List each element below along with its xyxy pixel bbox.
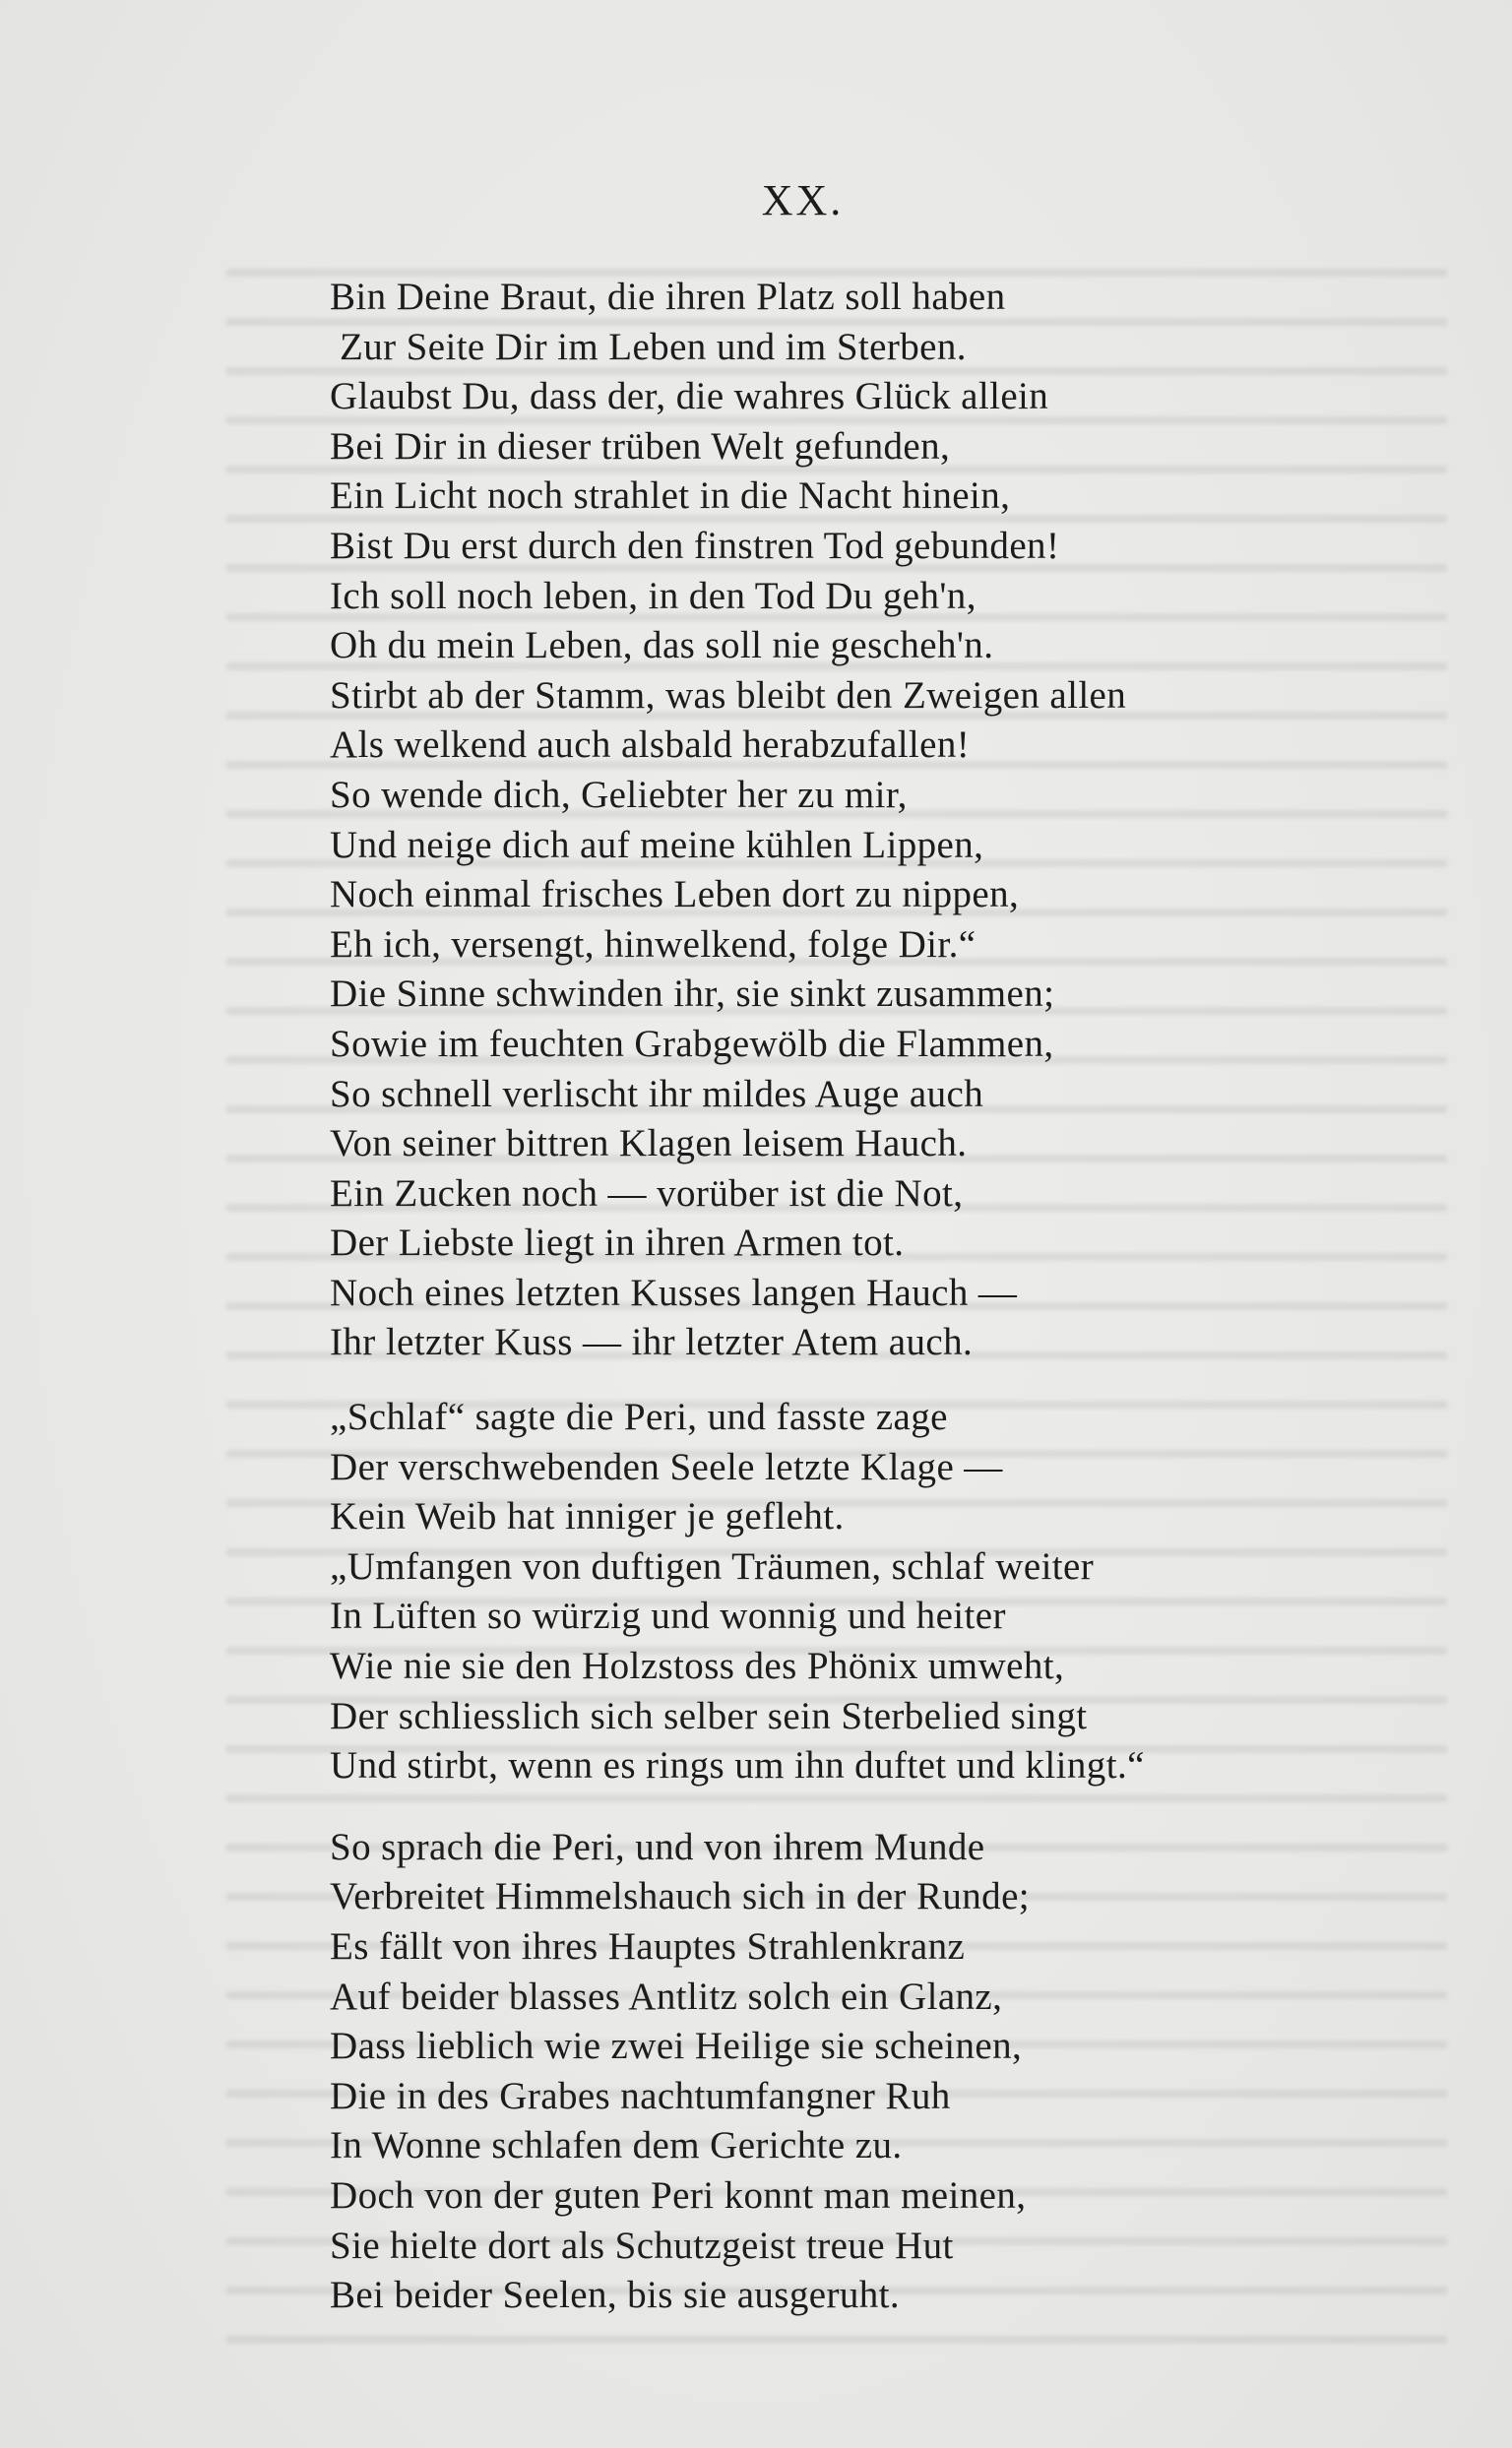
poem-line: Stirbt ab der Stamm, was bleibt den Zweigen allen bbox=[330, 673, 1127, 717]
poem-line: Die Sinne schwinden ihr, sie sinkt zusammen; bbox=[330, 973, 1055, 1016]
poem-line: Bei beider Seelen, bis sie ausgeruht. bbox=[330, 2274, 901, 2317]
poem-line: Doch von der guten Peri konnt man meinen, bbox=[330, 2173, 1027, 2217]
poem-line: Zur Seite Dir im Leben und im Sterben. bbox=[340, 325, 967, 368]
poem-line: Noch eines letzten Kusses langen Hauch — bbox=[330, 1271, 1018, 1314]
stanza-3 bbox=[330, 1823, 1413, 2321]
poem-line: Und stirbt, wenn es rings um ihn duftet und klingt.“ bbox=[330, 1744, 1145, 1788]
poem-line: Ich soll noch leben, in den Tod Du geh'n, bbox=[330, 574, 976, 617]
poem-line: „Umfangen von duftigen Träumen, schlaf weiter bbox=[330, 1544, 1095, 1588]
poem-body bbox=[330, 273, 1413, 2321]
poem-line: Es fällt von ihres Hauptes Strahlenkranz bbox=[330, 1925, 966, 1968]
poem-line: In Wonne schlafen dem Gerichte zu. bbox=[330, 2124, 903, 2167]
poem-line: Als welkend auch alsbald herabzufallen! bbox=[330, 723, 971, 767]
poem-line: Und neige dich auf meine kühlen Lippen, bbox=[330, 823, 984, 866]
poem-line: Glaubst Du, dass der, die wahres Glück allein bbox=[330, 375, 1049, 418]
poem-line: Der verschwebenden Seele letzte Klage — bbox=[330, 1445, 1003, 1488]
poem-line: So sprach die Peri, und von ihrem Munde bbox=[330, 1825, 985, 1868]
poem-line: Kein Weib hat inniger je gefleht. bbox=[330, 1495, 845, 1538]
poem-line: Ihr letzter Kuss — ihr letzter Atem auch. bbox=[330, 1321, 974, 1364]
poem-line: Die in des Grabes nachtumfangner Ruh bbox=[330, 2074, 951, 2117]
poem-line: Oh du mein Leben, das soll nie gescheh'n. bbox=[330, 624, 994, 667]
poem-line: Eh ich, versengt, hinwelkend, folge Dir.“ bbox=[330, 922, 976, 966]
chapter-heading: XX. bbox=[761, 176, 845, 224]
poem-line: Auf beider blasses Antlitz solch ein Glanz, bbox=[330, 1975, 1003, 2018]
poem-line: So wende dich, Geliebter her zu mir, bbox=[330, 773, 908, 816]
poem-line: Verbreitet Himmelshauch sich in der Runde; bbox=[330, 1875, 1031, 1918]
poem-line: Noch einmal frisches Leben dort zu nippen, bbox=[330, 873, 1020, 916]
poem-line: So schnell verlischt ihr mildes Auge auch bbox=[330, 1072, 984, 1115]
stanza-1 bbox=[330, 273, 1413, 1368]
poem-line: Wie nie sie den Holzstoss des Phönix umweht, bbox=[330, 1645, 1065, 1688]
poem-line: Bin Deine Braut, die ihren Platz soll haben bbox=[330, 276, 1006, 318]
poem-line: Ein Licht noch strahlet in die Nacht hinein, bbox=[330, 474, 1011, 518]
poem-line: Sie hielte dort als Schutzgeist treue Hut bbox=[330, 2224, 954, 2267]
poem-line: Bist Du erst durch den finstren Tod gebunden! bbox=[330, 524, 1060, 567]
poem-line: Der schliesslich sich selber sein Sterbelied singt bbox=[330, 1694, 1088, 1737]
poem-line: Von seiner bittren Klagen leisem Hauch. bbox=[330, 1122, 968, 1165]
poem-line: Der Liebste liegt in ihren Armen tot. bbox=[330, 1222, 905, 1265]
poem-line: „Schlaf“ sagte die Peri, und fasste zage bbox=[330, 1396, 948, 1439]
poem-line: Bei Dir in dieser trüben Welt gefunden, bbox=[330, 424, 951, 468]
poem-line: In Lüften so würzig und wonnig und heiter bbox=[330, 1595, 1006, 1638]
poem-line: Sowie im feuchten Grabgewölb die Flammen, bbox=[330, 1022, 1054, 1065]
poem-line: Ein Zucken noch — vorüber ist die Not, bbox=[330, 1171, 964, 1215]
stanza-2 bbox=[330, 1393, 1413, 1791]
poem-line: Dass lieblich wie zwei Heilige sie scheinen, bbox=[330, 2025, 1023, 2068]
